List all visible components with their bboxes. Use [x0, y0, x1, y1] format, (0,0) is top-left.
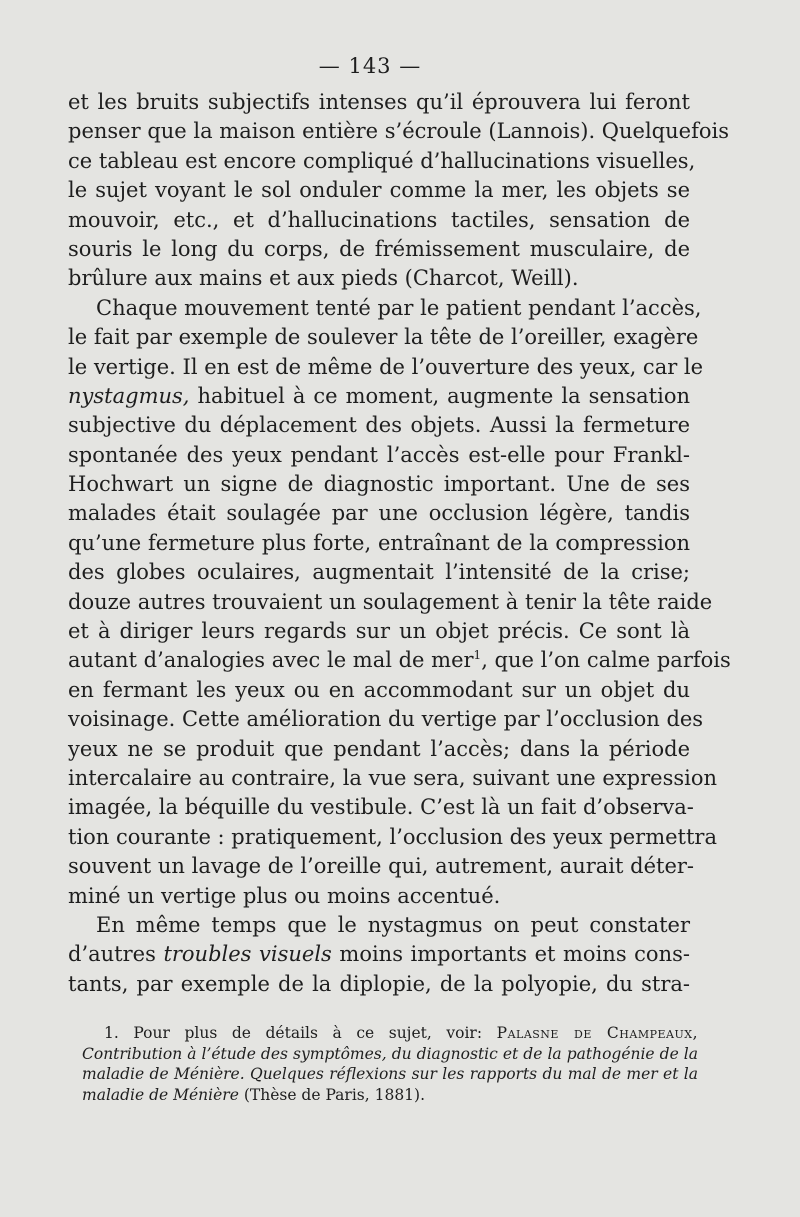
- footnote-title: Contribution à l’étude des symptômes, du diagnostic et de la pathogénie de la: [82, 1044, 698, 1063]
- text-line: Chaque mouvement tenté par le patient pendant l’accès,: [96, 295, 702, 320]
- text-line: souris le long du corps, de frémissement musculaire, de: [68, 236, 690, 261]
- footnote-line: [82, 1023, 698, 1044]
- text-line: et les bruits subjectifs intenses qu’il éprouvera lui feront: [68, 90, 690, 114]
- footnote-number: 1.: [104, 1024, 119, 1042]
- footnote-intro: Pour plus de détails à ce sujet, voir:: [133, 1024, 483, 1042]
- text-line: tants, par exemple de la diplopie, de la polyopie, du stra-: [68, 971, 690, 996]
- footnote-author: Palasne de Champeaux,: [496, 1024, 698, 1042]
- page-number: — 143 —: [318, 54, 422, 78]
- text-line: intercalaire au contraire, la vue sera, suivant une expression: [68, 765, 718, 790]
- text-line: souvent un lavage de l’oreille qui, autrement, aurait déter-: [68, 854, 695, 879]
- italic-term: troubles visuels: [163, 942, 332, 967]
- footnote: [82, 1023, 698, 1105]
- text-line: miné un vertige plus ou moins accentué.: [68, 883, 501, 908]
- footnote-marker[interactable]: 1: [473, 648, 482, 663]
- footnote-line: [82, 1085, 698, 1106]
- text-line: imagée, la béquille du vestibule. C’est là un fait d’observa-: [68, 795, 694, 820]
- text-line: yeux ne se produit que pendant l’accès; dans la période: [68, 736, 690, 761]
- text-fragment: habituel à ce moment, augmente la sensation: [197, 383, 690, 408]
- text-fragment: , que l’on calme parfois: [481, 648, 731, 673]
- text-line: le vertige. Il en est de même de l’ouverture des yeux, car le: [68, 354, 704, 379]
- text-line: subjective du déplacement des objets. Aussi la fermeture: [68, 413, 690, 438]
- text-line: malades était soulagée par une occlusion légère, tandis: [68, 501, 690, 526]
- text-fragment: autant d’analogies avec le mal de mer: [68, 648, 474, 673]
- text-line: [68, 382, 690, 411]
- text-line: le sujet voyant le sol onduler comme la mer, les objets se: [68, 178, 690, 203]
- text-line: spontanée des yeux pendant l’accès est-elle pour Frankl-: [68, 442, 690, 467]
- footnote-title: maladie de Ménière: [82, 1085, 239, 1104]
- footnote-line: [82, 1064, 698, 1085]
- text-line: voisinage. Cette amélioration du vertige par l’occlusion des: [68, 707, 704, 732]
- text-line: le fait par exemple de soulever la tête de l’oreiller, exagère: [68, 325, 699, 350]
- text-line: penser que la maison entière s’écroule (Lannois). Quelquefois: [68, 119, 729, 144]
- text-line: tion courante : pratiquement, l’occlusion des yeux permettra: [68, 824, 717, 849]
- text-line: des globes oculaires, augmentait l’intensité de la crise;: [68, 560, 690, 585]
- text-fragment: d’autres: [68, 942, 156, 967]
- text-line: En même temps que le nystagmus on peut constater: [96, 912, 690, 937]
- footnote-source: (Thèse de Paris, 1881).: [243, 1085, 426, 1104]
- text-line: et à diriger leurs regards sur un objet précis. Ce sont là: [68, 619, 690, 644]
- text-line: ce tableau est encore compliqué d’hallucinations visuelles,: [68, 148, 696, 173]
- text-fragment: moins importants et moins cons-: [339, 942, 690, 967]
- text-line: en fermant les yeux ou en accommodant sur un objet du: [68, 677, 690, 702]
- text-line: douze autres trouvaient un soulagement à tenir la tête raide: [68, 589, 713, 614]
- text-line: Hochwart un signe de diagnostic important. Une de ses: [68, 472, 690, 497]
- body-text: [68, 88, 731, 999]
- footnote-line: [82, 1044, 698, 1065]
- text-line: mouvoir, etc., et d’hallucinations tactiles, sensation de: [68, 207, 690, 232]
- text-line: [68, 940, 690, 969]
- footnote-title: maladie de Ménière. Quelques réflexions sur les rapports du mal de mer et la: [82, 1065, 698, 1083]
- italic-term: nystagmus,: [68, 383, 190, 408]
- text-line: [68, 646, 731, 675]
- text-line: brûlure aux mains et aux pieds (Charcot, Weill).: [68, 266, 579, 291]
- text-line: qu’une fermeture plus forte, entraînant de la compression: [68, 530, 690, 555]
